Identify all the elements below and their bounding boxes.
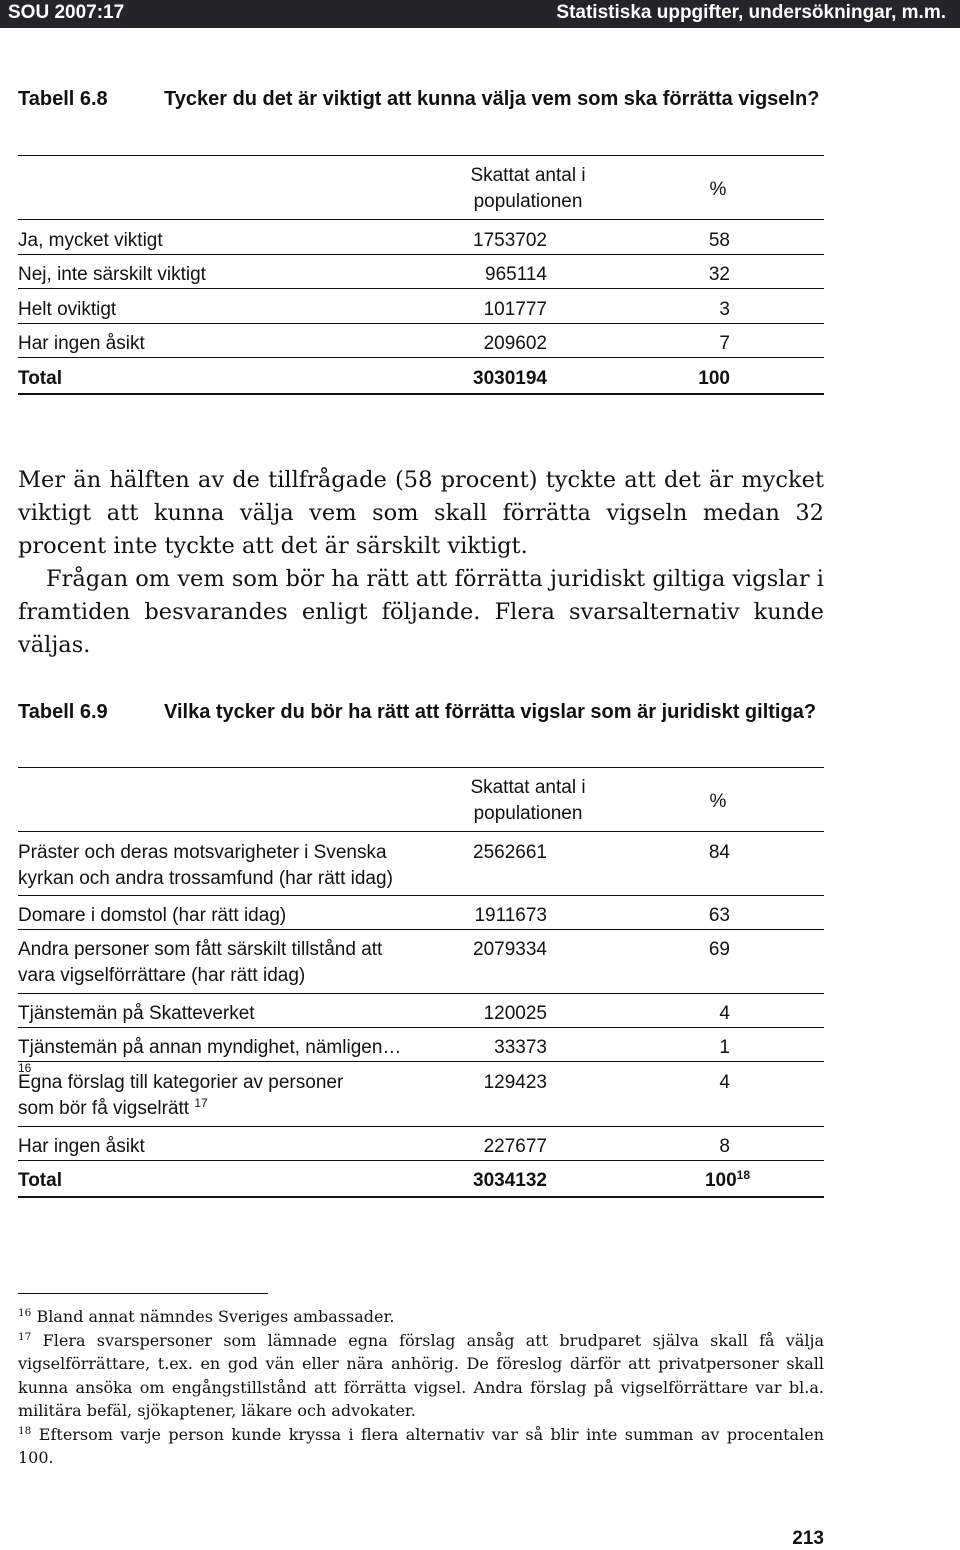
row-label-text: Egna förslag till kategorier av personer som bör få vigselrätt — [18, 1072, 344, 1119]
table-rule — [18, 155, 824, 156]
table-row-percent: 4 — [719, 1072, 730, 1093]
column-header-percent: % — [709, 179, 727, 200]
column-header-count: Skattat antal i populationen — [470, 165, 586, 212]
footnote-ref: 16 — [18, 1061, 32, 1075]
table-row-label: Domare i domstol (har rätt idag) — [18, 905, 287, 926]
table-total-label: Total — [18, 1170, 62, 1191]
footnote-number: 16 — [18, 1307, 32, 1319]
table-row-percent: 63 — [708, 905, 730, 926]
page-header — [0, 0, 960, 28]
row-label-text: Tjänstemän på annan myndighet, nämligen… — [18, 1037, 402, 1058]
table-row-label: Har ingen åsikt — [18, 1136, 145, 1157]
table-number: Tabell 6.8 — [18, 88, 108, 110]
table-rule — [18, 1196, 824, 1198]
table-row-percent: 3 — [719, 299, 730, 320]
table-row-percent: 4 — [719, 1003, 730, 1024]
table-row-count: 965114 — [485, 264, 547, 285]
column-header-percent: % — [709, 791, 727, 812]
table-row-percent: 7 — [719, 333, 730, 354]
table-row-percent: 84 — [708, 842, 730, 863]
table-total-count: 3030194 — [473, 368, 547, 389]
footnote-ref: 18 — [736, 1168, 750, 1182]
table-row-percent: 8 — [719, 1136, 730, 1157]
table-rule — [18, 895, 824, 896]
total-percent-value: 100 — [704, 1170, 737, 1191]
table-rule — [18, 993, 824, 994]
footnote-number: 17 — [18, 1330, 32, 1343]
paragraph: Frågan om vem som bör ha rätt att förrätta juridiskt giltiga vigslar i framtiden besvarandes enligt följande. Flera svarsalternativ kunde väljas. — [18, 566, 824, 658]
table-total-percent — [705, 1168, 750, 1194]
table-row-percent: 1 — [719, 1037, 730, 1058]
table-row-count: 227677 — [483, 1136, 547, 1157]
footnote — [18, 1423, 824, 1470]
document-id: SOU 2007:17 — [8, 2, 125, 23]
table-row-percent: 58 — [708, 230, 730, 251]
table-6-8-caption — [18, 86, 824, 142]
table-row-label: Präster och deras motsvarigheter i Svenska kyrkan och andra trossamfund (har rätt idag) — [18, 842, 393, 889]
table-row-count: 209602 — [483, 333, 547, 354]
table-row-count: 120025 — [483, 1003, 547, 1024]
table-rule — [18, 219, 824, 220]
table-title: Vilka tycker du bör ha rätt att förrätta vigslar som är juridiskt giltiga? — [164, 701, 817, 723]
table-total-count: 3034132 — [473, 1170, 547, 1191]
table-row-percent: 69 — [708, 939, 730, 960]
footnote — [18, 1329, 824, 1423]
table-row-label: Helt oviktigt — [18, 299, 117, 320]
table-row-count: 129423 — [483, 1072, 547, 1093]
body-text — [18, 464, 824, 662]
table-rule — [18, 767, 824, 768]
table-6-8 — [18, 155, 824, 395]
table-rule — [18, 831, 824, 832]
table-rule — [18, 357, 824, 358]
table-row-label: Nej, inte särskilt viktigt — [18, 264, 206, 285]
page-number: 213 — [792, 1528, 824, 1549]
section-title: Statistiska uppgifter, undersökningar, m.m. — [556, 2, 946, 23]
table-row-label — [18, 1070, 383, 1122]
footnote-text: Eftersom varje person kunde kryssa i flera alternativ var så blir inte summan av procentalen 100. — [18, 1424, 824, 1467]
footnotes — [18, 1305, 824, 1470]
table-6-9 — [18, 767, 824, 1199]
table-rule — [18, 1061, 824, 1062]
table-row-label: Tjänstemän på Skatteverket — [18, 1003, 255, 1024]
footnote-divider — [18, 1293, 268, 1294]
footnote-ref: 17 — [194, 1096, 208, 1110]
table-row-count: 101777 — [483, 299, 547, 320]
footnote — [18, 1305, 824, 1329]
table-rule — [18, 254, 824, 255]
table-row-label: Har ingen åsikt — [18, 333, 145, 354]
table-rule — [18, 1160, 824, 1161]
table-rule — [18, 288, 824, 289]
table-rule — [18, 1027, 824, 1028]
table-row-label: Andra personer som fått särskilt tillstånd att vara vigselförrättare (har rätt idag) — [18, 939, 383, 986]
table-rule — [18, 929, 824, 930]
table-row-label: Ja, mycket viktigt — [18, 230, 163, 251]
table-row-count: 1753702 — [473, 230, 547, 251]
table-6-9-caption — [18, 699, 824, 755]
table-number: Tabell 6.9 — [18, 701, 108, 723]
table-title: Tycker du det är viktigt att kunna välja vem som ska förrätta vigseln? — [164, 88, 820, 110]
table-row-count: 33373 — [494, 1037, 547, 1058]
footnote-text: Flera svarspersoner som lämnade egna förslag ansåg att brudparet själva skall få välja vigselförrättare, t.ex. en god vän eller nära anhörig. De föreslog därför att privatpersoner skall kunna ansöka om engångstillstånd att förrätta vigsel. Andra förslag på vigselförrättare var bl.a. militära befäl, sjökaptener, läkare och advokater. — [18, 1330, 825, 1420]
table-rule — [18, 1126, 824, 1127]
footnote-text: Bland annat nämndes Sveriges ambassader. — [36, 1307, 395, 1326]
table-row-percent: 32 — [708, 264, 730, 285]
table-rule — [18, 323, 824, 324]
table-rule — [18, 393, 824, 395]
footnote-number: 18 — [18, 1424, 32, 1437]
paragraph: Mer än hälften av de tillfrågade (58 procent) tyckte att det är mycket viktigt att kunna välja vem som skall förrätta vigseln medan 32 procent inte tyckte att det är särskilt viktigt. — [18, 467, 824, 559]
table-total-label: Total — [18, 368, 62, 389]
table-row-count: 1911673 — [474, 905, 547, 926]
table-row-count: 2079334 — [473, 939, 547, 960]
table-row-count: 2562661 — [473, 842, 547, 863]
table-total-percent: 100 — [698, 368, 730, 389]
column-header-count: Skattat antal i populationen — [470, 777, 586, 824]
